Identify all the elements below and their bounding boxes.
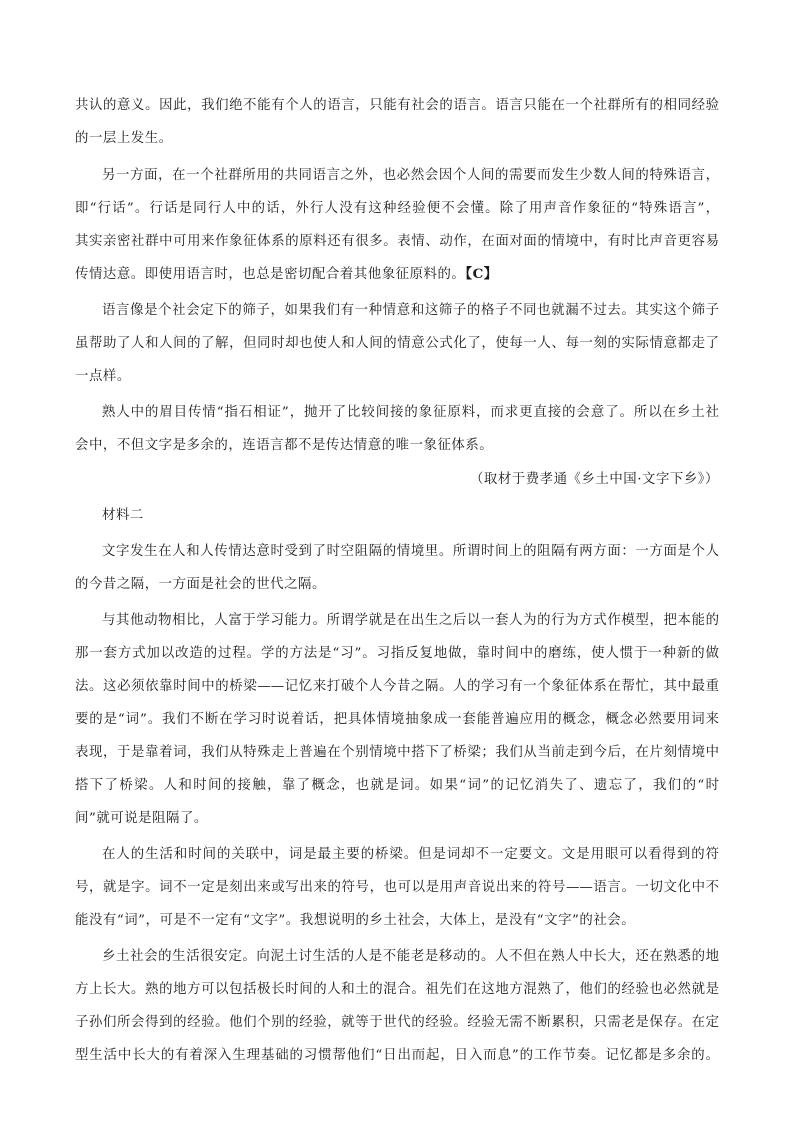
paragraph-line: 会中，不但文字是多余的，连语言都不是传达情意的唯一象征体系。 [75, 438, 494, 453]
paragraph-line: 那一套方式加以改造的过程。学的方法是“习”。习指反复地做，靠时间中的磨练，使人惯于一种新的做 [75, 646, 719, 661]
paragraph-line: 与其他动物相比，人富于学习能力。所谓学就是在出生之后以一套人为的行为方式作模型，把本能的 [102, 613, 719, 628]
paragraph-line: 能没有“词”，可是不一定有“文字”。我想说明的乡土社会，大体上，是没有“文字”的社会。 [75, 913, 636, 928]
paragraph-line: 文字发生在人和人传情达意时受到了时空阻隔的情境里。所谓时间上的阻隔有两方面：一方面是个人 [102, 544, 719, 559]
paragraph-line: 间”就可说是阻隔了。 [75, 811, 208, 826]
paragraph-line: 号，就是字。词不一定是刻出来或写出来的符号，也可以是用声音说出来的符号——语言。一切文化中不 [75, 880, 719, 895]
paragraph-line: 表现，于是靠着词，我们从特殊走上普遍在个别情境中搭下了桥梁；我们从当前走到今后，在片刻情境中 [75, 745, 719, 760]
paragraph-line: 语言像是个社会定下的筛子，如果我们有一种情意和这筛子的格子不同也就漏不过去。其实这个筛子 [102, 303, 719, 318]
paragraph-line: 要的是“词”。我们不断在学习时说着话，把具体情境抽象成一套能普遍应用的概念，概念必然要用词来 [75, 712, 719, 727]
paragraph-line: 型生活中长大的有着深入生理基础的习惯帮他们“日出而起，日入而息”的工作节奏。记忆都是多余的。 [75, 1048, 719, 1063]
paragraph-line: 共认的意义。因此，我们绝不能有个人的语言，只能有社会的语言。语言只能在一个社群所有的相同经验 [75, 98, 719, 113]
question-marker: 【C】 [465, 266, 498, 282]
paragraph-line: 在人的生活和时间的关联中，词是最主要的桥梁。但是词却不一定要文。文是用眼可以看得到的符 [102, 847, 719, 862]
paragraph-line: 的今昔之隔，一方面是社会的世代之隔。 [75, 577, 326, 592]
paragraph-line: 子孙们所会得到的经验。他们个别的经验，就等于世代的经验。经验无需不断累积，只需老是保存。在定 [75, 1015, 719, 1030]
paragraph-line: 的一层上发生。 [75, 131, 173, 146]
paragraph-line: 虽帮助了人和人间的了解，但同时却也使人和人间的情意公式化了，使每一人、每一刻的实际情意都走了 [75, 336, 719, 351]
paragraph-line: 即“行话”。行话是同行人中的话，外行人没有这种经验便不会懂。除了用声音作象征的“特殊语言”， [75, 201, 719, 216]
paragraph-line: 法。这必须依靠时间中的桥梁——记忆来打破个人今昔之隔。人的学习有一个象征体系在帮忙，其中最重 [75, 679, 719, 694]
paragraph-line: 一点样。 [75, 369, 131, 384]
paragraph-line [75, 266, 498, 283]
section-heading: 材料二 [102, 508, 144, 523]
paragraph-text: 传情达意。即使用语言时，也总是密切配合着其他象征原料的。 [75, 267, 466, 282]
paragraph-line: 其实亲密社群中可用来作象征体系的原料还有很多。表情、动作，在面对面的情境中，有时比声音更容易 [75, 234, 719, 249]
source-citation: （取材于费孝通《乡土中国·文字下乡》） [469, 472, 719, 487]
paragraph-line: 方上长大。熟的地方可以包括极长时间的人和土的混合。祖先们在这地方混熟了，他们的经验也必然就是 [75, 982, 719, 997]
paragraph-line: 熟人中的眉目传情“指石相证”，抛开了比较间接的象征原料，而求更直接的会意了。所以在乡土社 [102, 405, 719, 420]
paragraph-line: 搭下了桥梁。人和时间的接触，靠了概念，也就是词。如果“词”的记忆消失了、遗忘了，我们的“时 [75, 778, 719, 793]
paragraph-line: 另一方面，在一个社群所用的共同语言之外，也必然会因个人间的需要而发生少数人间的特殊语言， [102, 168, 719, 183]
paragraph-line: 乡土社会的生活很安定。向泥土讨生活的人是不能老是移动的。人不但在熟人中长大，还在熟悉的地 [102, 949, 719, 964]
